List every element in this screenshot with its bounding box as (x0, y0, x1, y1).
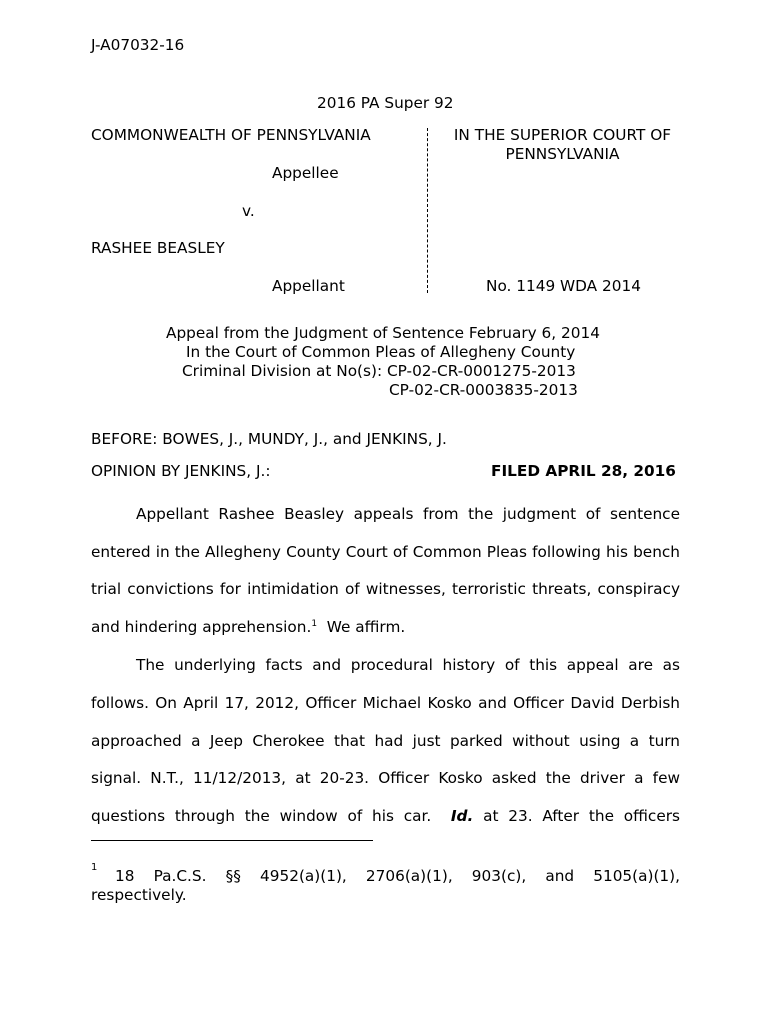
footnote-separator (91, 840, 373, 841)
citation: 2016 PA Super 92 (317, 94, 454, 112)
court-name-line2: PENNSYLVANIA (505, 145, 620, 163)
court-name (440, 126, 685, 164)
appeal-line4: CP-02-CR-0003835-2013 (389, 381, 578, 399)
paragraph2-line5 (91, 807, 680, 826)
paragraph1-line1: Appellant Rashee Beasley appeals from the judgment of sentence (136, 505, 680, 523)
appellant-party: RASHEE BEASLEY (91, 239, 225, 257)
footnote-ref: 1 (311, 619, 318, 629)
document-id: J-A07032-16 (91, 36, 185, 54)
paragraph2-line3: approached a Jeep Cherokee that had just parked without using a turn (91, 732, 680, 750)
paragraph2-line4: signal. N.T., 11/12/2013, at 20-23. Officer Kosko asked the driver a few (91, 769, 680, 787)
footnote-line1: 18 Pa.C.S. §§ 4952(a)(1), 2706(a)(1), 903(c), and 5105(a)(1), (115, 867, 680, 885)
paragraph1-line4-text: and hindering apprehension. (91, 618, 312, 636)
paragraph1-line4-tail: We affirm. (317, 618, 406, 636)
id-citation: Id. (450, 807, 474, 825)
appellee-role: Appellee (272, 164, 339, 182)
appeal-line2: In the Court of Common Pleas of Allegheny County (186, 343, 576, 361)
filed-date: FILED APRIL 28, 2016 (491, 462, 676, 480)
paragraph1-line2: entered in the Allegheny County Court of Common Pleas following his bench (91, 543, 680, 561)
appeal-line1: Appeal from the Judgment of Sentence February 6, 2014 (166, 324, 600, 342)
paragraph1-line3: trial convictions for intimidation of witnesses, terroristic threats, conspiracy (91, 580, 680, 598)
paragraph1-line4 (91, 618, 680, 637)
court-name-line1: IN THE SUPERIOR COURT OF (453, 126, 672, 144)
versus: v. (242, 202, 255, 220)
footnote-line2: respectively. (91, 886, 187, 904)
appeal-line3: Criminal Division at No(s): CP-02-CR-0001275-2013 (182, 362, 576, 380)
paragraph2-line2: follows. On April 17, 2012, Officer Michael Kosko and Officer David Derbish (91, 694, 680, 712)
paragraph2-line5-b: at 23. After the officers (473, 807, 681, 825)
panel-before: BEFORE: BOWES, J., MUNDY, J., and JENKINS, J. (91, 430, 447, 448)
appellee-party: COMMONWEALTH OF PENNSYLVANIA (91, 126, 371, 144)
paragraph2-line5-a: questions through the window of his car. (91, 807, 451, 825)
appellant-role: Appellant (272, 277, 345, 295)
docket-number: No. 1149 WDA 2014 (486, 277, 641, 295)
footnote-number: 1 (91, 862, 98, 873)
paragraph2-line1: The underlying facts and procedural history of this appeal are as (136, 656, 680, 674)
opinion-by: OPINION BY JENKINS, J.: (91, 462, 271, 480)
caption-divider (427, 128, 428, 293)
